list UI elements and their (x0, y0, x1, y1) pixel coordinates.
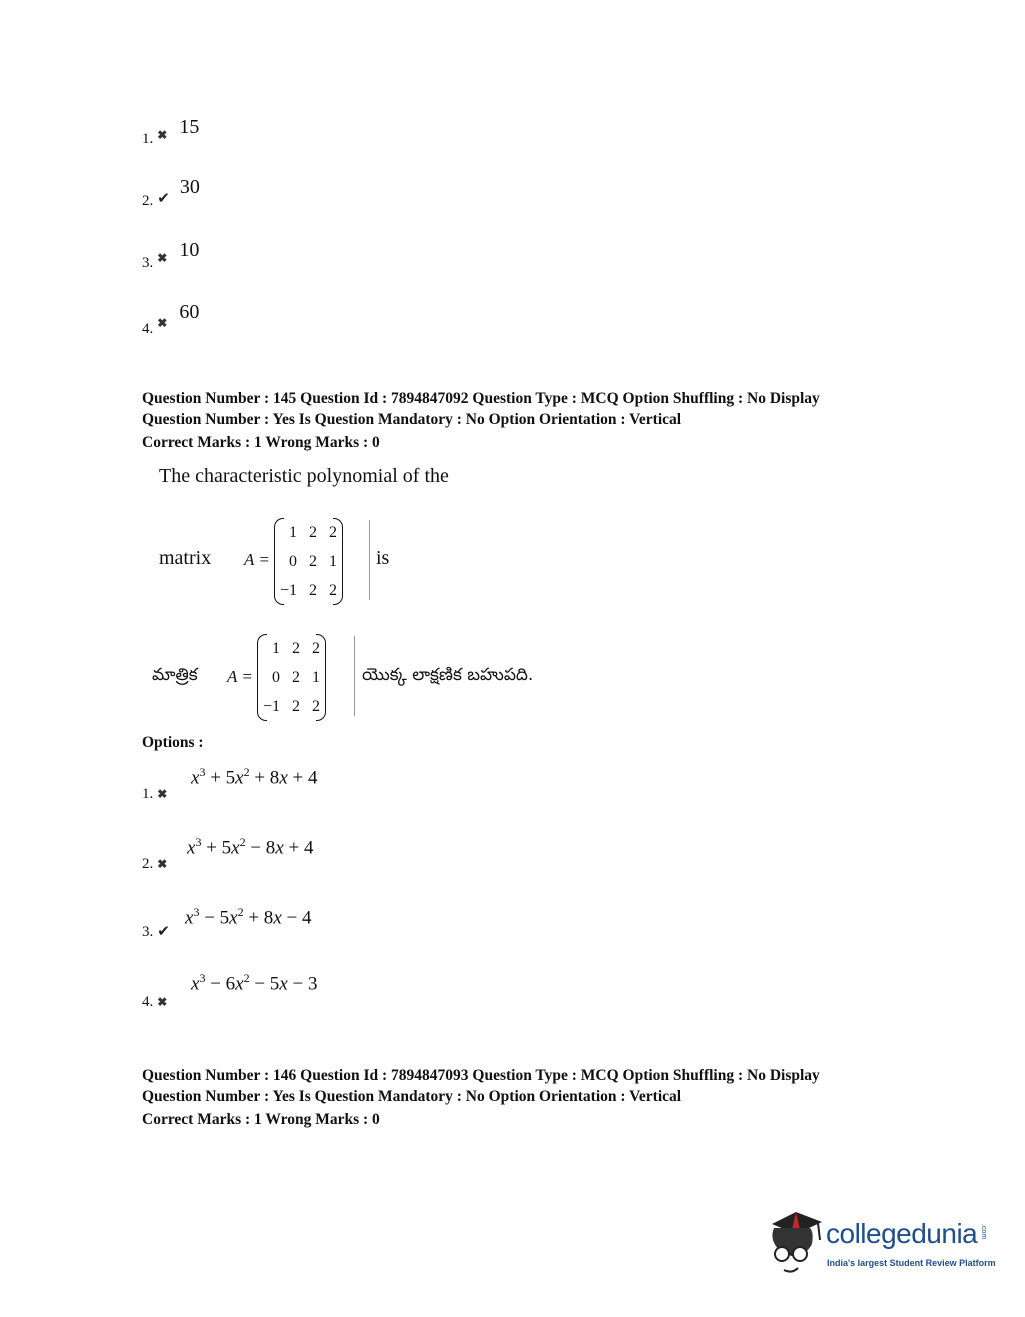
matrix-label-te: A = (227, 667, 253, 686)
correct-mark-icon: ✔ (157, 191, 170, 207)
wrong-mark-icon: ✖ (157, 316, 168, 330)
poly-exp: 2 (243, 971, 250, 985)
matrix-right-bracket (333, 518, 343, 605)
prev-option-4 (142, 301, 200, 337)
option-number: 4. (142, 321, 154, 337)
collegedunia-logo (766, 1208, 996, 1288)
poly-term: x (191, 767, 200, 789)
wrong-mark-icon: ✖ (157, 128, 168, 142)
meta-line: Question Number : 146 Question Id : 7894847093 Question Type : MCQ Option Shuffling : No Display (142, 1067, 820, 1084)
poly-op: + 4 (287, 767, 318, 789)
meta-line: Question Number : Yes Is Question Mandatory : No Option Orientation : Vertical (142, 1088, 682, 1105)
matrix-divider (354, 636, 355, 716)
matrix-cell: 2 (292, 668, 301, 686)
matrix-cell: 0 (289, 552, 298, 570)
matrix-cell: 1 (312, 668, 321, 686)
poly-term: x (229, 907, 238, 929)
poly-op: − 3 (287, 973, 318, 995)
poly-op: − 6 (205, 973, 236, 995)
matrix-cell: 2 (309, 523, 318, 541)
option-value: 60 (179, 301, 200, 323)
matrix-cell: −1 (280, 581, 298, 599)
poly-term: x (279, 767, 288, 789)
matrix-cell: 1 (329, 552, 338, 570)
poly-term: x (275, 837, 284, 859)
poly-exp: 3 (199, 971, 206, 985)
poly-op: + 8 (249, 767, 280, 789)
poly-exp: 3 (193, 905, 200, 919)
option-number: 3. (142, 924, 154, 940)
matrix-left-bracket (274, 518, 284, 605)
option-number: 1. (142, 786, 154, 802)
poly-exp: 3 (195, 835, 202, 849)
matrix-cell: 2 (312, 639, 321, 657)
poly-op: − 5 (199, 907, 230, 929)
matrix-left-bracket (257, 634, 267, 721)
meta-line: Correct Marks : 1 Wrong Marks : 0 (142, 434, 380, 451)
option-number: 2. (142, 193, 154, 209)
poly-term: x (279, 973, 288, 995)
matrix-cell: 2 (329, 523, 338, 541)
meta-line: Question Number : Yes Is Question Mandatory : No Option Orientation : Vertical (142, 411, 682, 428)
question-text: The characteristic polynomial of the (159, 465, 449, 487)
poly-op: + 4 (283, 837, 314, 859)
matrix-cell: 1 (289, 523, 298, 541)
logo-wordmark: collegedunia (826, 1218, 978, 1249)
poly-op: + 5 (201, 837, 232, 859)
telugu-prefix: మాత్రిక (152, 665, 198, 685)
matrix-right-bracket (316, 634, 326, 721)
logo-tagline: India's largest Student Review Platform (827, 1258, 996, 1268)
correct-mark-icon: ✔ (157, 924, 170, 940)
option-4-label (142, 993, 167, 1011)
poly-term: x (191, 973, 200, 995)
telugu-suffix: యొక్క లాక్షణిక బహుపది. (362, 665, 534, 685)
option-4-polynomial (191, 971, 317, 995)
matrix-label: A = (244, 550, 270, 569)
logo-suffix: .com (980, 1224, 987, 1240)
option-3-polynomial (185, 905, 311, 929)
option-number: 4. (142, 994, 154, 1010)
poly-op: + 5 (205, 767, 236, 789)
matrix-cell: 2 (292, 639, 301, 657)
option-value: 15 (179, 116, 200, 138)
matrix-cell: −1 (263, 697, 281, 715)
option-2-polynomial (187, 835, 313, 859)
poly-term: x (235, 767, 244, 789)
question-145-meta (142, 388, 820, 453)
prev-option-1 (142, 116, 200, 147)
poly-term: x (235, 973, 244, 995)
meta-line: Question Number : 145 Question Id : 7894847092 Question Type : MCQ Option Shuffling : No Display (142, 390, 820, 407)
poly-term: x (187, 837, 196, 859)
matrix-cell: 0 (272, 668, 281, 686)
matrix-cell: 2 (292, 697, 301, 715)
poly-exp: 2 (237, 905, 244, 919)
prev-option-3 (142, 239, 200, 271)
prev-option-2 (142, 176, 200, 209)
matrix-cell: 2 (329, 581, 338, 599)
poly-exp: 2 (243, 765, 250, 779)
poly-term: x (273, 907, 282, 929)
option-value: 30 (179, 176, 200, 198)
option-number: 1. (142, 131, 154, 147)
matrix-te (257, 634, 326, 721)
option-1-label (142, 785, 167, 803)
option-2-label (142, 855, 167, 873)
poly-term: x (231, 837, 240, 859)
option-3-label (142, 922, 170, 941)
poly-op: + 8 (243, 907, 274, 929)
wrong-mark-icon: ✖ (157, 995, 168, 1009)
matrix-cell: 1 (272, 639, 281, 657)
matrix-cell: 2 (309, 581, 318, 599)
matrix-divider (369, 520, 370, 600)
poly-exp: 2 (239, 835, 246, 849)
mascot-icon (766, 1208, 826, 1280)
option-value: 10 (179, 239, 200, 261)
option-number: 2. (142, 856, 154, 872)
wrong-mark-icon: ✖ (157, 787, 168, 801)
poly-term: x (185, 907, 194, 929)
matrix-prefix: matrix (159, 547, 212, 569)
option-number: 3. (142, 255, 154, 271)
poly-op: − 5 (249, 973, 280, 995)
poly-exp: 3 (199, 765, 206, 779)
matrix-suffix: is (376, 547, 390, 569)
wrong-mark-icon: ✖ (157, 251, 168, 265)
meta-line: Correct Marks : 1 Wrong Marks : 0 (142, 1111, 380, 1128)
poly-op: − 8 (245, 837, 276, 859)
question-146-meta (142, 1065, 820, 1130)
wrong-mark-icon: ✖ (157, 857, 168, 871)
matrix-cell: 2 (312, 697, 321, 715)
poly-op: − 4 (281, 907, 312, 929)
matrix-en (274, 518, 343, 605)
options-label: Options : (142, 734, 204, 751)
option-1-polynomial (191, 765, 317, 789)
matrix-cell: 2 (309, 552, 318, 570)
